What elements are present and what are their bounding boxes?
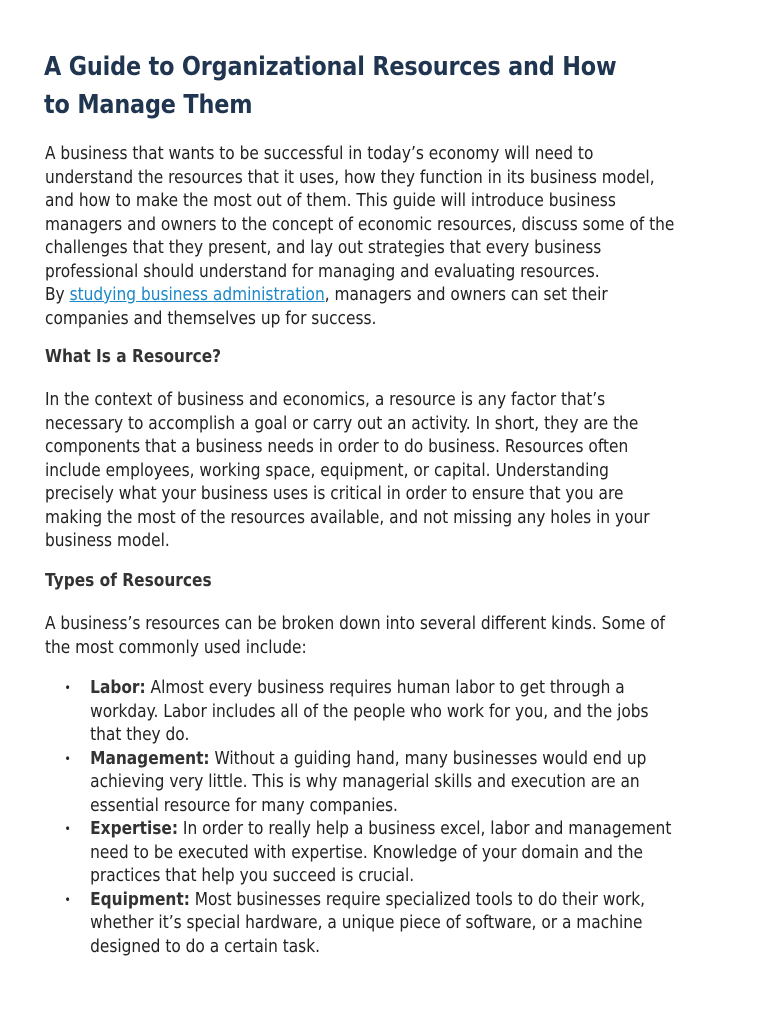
list-item-text: In order to really help a business excel, labor and management: [178, 819, 672, 839]
list-item-term: Labor:: [90, 678, 146, 698]
paragraph-line: components that a business needs in order to do business. Resources often: [45, 437, 629, 457]
list-item-term: Equipment:: [90, 889, 190, 910]
intro-line: professional should understand for managing and evaluating resources.: [45, 261, 600, 282]
list-item-labor: [45, 677, 735, 748]
bullet-icon: •: [64, 892, 71, 907]
intro-link-line: [45, 284, 735, 308]
paragraph-line: the most commonly used include:: [45, 637, 307, 658]
paragraph-line: precisely what your business uses is critical in order to ensure that you are: [45, 484, 624, 504]
list-item-text: Almost every business requires human labor to get through a: [145, 678, 625, 698]
list-item-text: essential resource for many companies.: [90, 795, 398, 816]
paragraph-line: making the most of the resources available, and not missing any holes in your: [45, 507, 650, 528]
list-item-text: need to be executed with expertise. Knowledge of your domain and the: [90, 842, 644, 863]
intro-line: companies and themselves up for success.: [45, 308, 377, 329]
list-item-text: Without a guiding hand, many businesses would end up: [209, 748, 647, 769]
list-item-term: Management:: [90, 748, 210, 769]
list-item-text: achieving very little. This is why managerial skills and execution are an: [90, 772, 640, 792]
link-suffix: , managers and owners can set their: [324, 285, 608, 305]
list-item-management: [45, 748, 735, 819]
paragraph-line: include employees, working space, equipment, or capital. Understanding: [45, 460, 609, 481]
intro-line: managers and owners to the concept of economic resources, discuss some of the: [45, 214, 675, 235]
intro-line: A business that wants to be successful in today’s economy will need to: [45, 144, 594, 164]
link-prefix: By: [45, 285, 70, 305]
list-item-expertise: [45, 818, 735, 889]
bullet-icon: •: [64, 681, 71, 695]
types-intro-paragraph: [45, 613, 735, 660]
bullet-icon: •: [64, 822, 71, 836]
list-item-term: Expertise:: [90, 819, 179, 839]
paragraph-line: necessary to accomplish a goal or carry out an activity. In short, they are the: [45, 413, 639, 434]
list-item-text: workday. Labor includes all of the people who work for you, and the jobs: [90, 701, 649, 722]
list-item-text: whether it’s special hardware, a unique piece of software, or a machine: [90, 913, 643, 933]
list-item-text: that they do.: [90, 725, 190, 745]
intro-line: understand the resources that it uses, how they function in its business model,: [45, 167, 655, 188]
paragraph-line: In the context of business and economics, a resource is any factor that’s: [45, 390, 606, 410]
business-administration-link[interactable]: studying business administration: [69, 285, 325, 305]
intro-line: challenges that they present, and lay out strategies that every business: [45, 238, 602, 258]
paragraph-line: A business’s resources can be broken down into several different kinds. Some of: [45, 614, 666, 634]
resource-definition-paragraph: [45, 389, 735, 554]
list-item-text: designed to do a certain task.: [90, 936, 321, 957]
paragraph-line: business model.: [45, 531, 170, 551]
resource-types-list: [45, 677, 735, 959]
list-item-text: Most businesses require specialized tools to do their work,: [189, 889, 646, 910]
list-item-text: practices that help you succeed is crucial.: [90, 866, 415, 886]
intro-line: and how to make the most out of them. This guide will introduce business: [45, 191, 616, 211]
section-heading-types-of-resources: Types of Resources: [45, 571, 212, 591]
list-item-equipment: [45, 889, 735, 960]
intro-paragraph: [45, 143, 735, 331]
section-heading-what-is-resource: What Is a Resource?: [45, 347, 222, 367]
bullet-icon: •: [64, 751, 71, 766]
page-title: A Guide to Organizational Resources and How to Manage Them: [44, 52, 617, 120]
